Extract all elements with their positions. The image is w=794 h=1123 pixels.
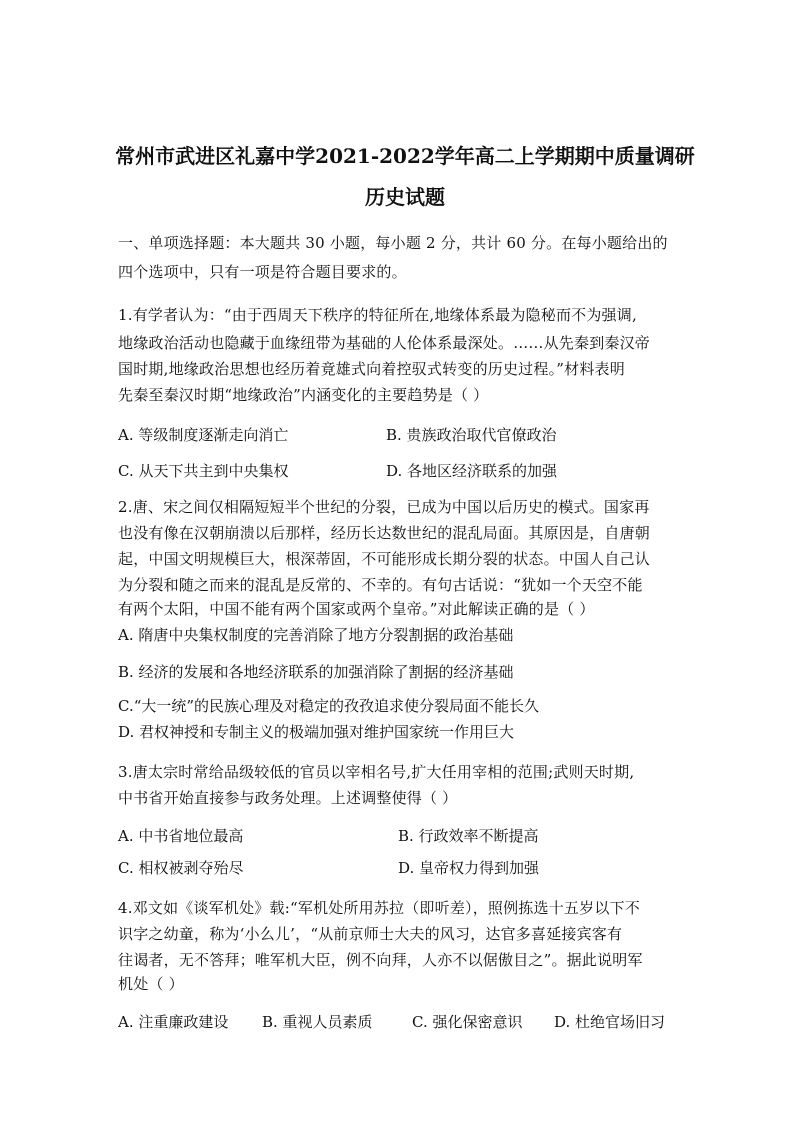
q1-option-c: C. 从天下共主到中央集权 [118,462,289,480]
q2-text-line-2: 也没有像在汉朝崩溃以后那样，经历长达数世纪的混乱局面。其原因是，自唐朝 [118,524,651,542]
q3-option-b: B. 行政效率不断提高 [398,827,539,845]
q3-text-line-2: 中书省开始直接参与政务处理。上述调整使得（ ） [118,789,458,807]
q3-option-a: A. 中书省地位最高 [118,827,244,845]
q4-text-line-2: 识字之幼童，称为‘小么儿’，“从前京师士大夫的风习，达官多喜延接宾客有 [118,925,623,943]
q1-text-line-4: 先秦至秦汉时期“地缘政治”内涵变化的主要趋势是（ ） [118,386,489,404]
section-instruction-line-1: 一、单项选择题：本大题共 30 小题，每小题 2 分，共计 60 分。在每小题给出的 [118,234,668,252]
q4-option-b: B. 重视人员素质 [262,1013,373,1031]
q2-text-line-1: 2.唐、宋之间仅相隔短短半个世纪的分裂，已成为中国以后历史的模式。国家再 [118,498,650,516]
q3-option-d: D. 皇帝权力得到加强 [398,859,540,877]
q1-text-line-1: 1.有学者认为：“由于西周天下秩序的特征所在,地缘体系最为隐秘而不为强调, [118,306,637,324]
q2-text-line-5: 有两个太阳，中国不能有两个国家或两个皇帝。”对此解读正确的是（ ） [118,600,595,618]
exam-title: 常州市武进区礼嘉中学2021-2022学年高二上学期期中质量调研 [115,144,695,168]
q4-option-a: A. 注重廉政建设 [118,1013,229,1031]
q2-option-d: D. 君权神授和专制主义的极端加强对维护国家统一作用巨大 [118,723,515,741]
q2-text-line-3: 起，中国文明规模巨大，根深蒂固，不可能形成长期分裂的状态。中国人自己认 [118,550,651,568]
q1-option-b: B. 贵族政治取代官僚政治 [386,426,557,444]
q4-option-c: C. 强化保密意识 [412,1013,523,1031]
q4-text-line-1: 4.邓文如《谈军机处》载:“军机处所用苏拉（即听差），照例拣选十五岁以下不 [118,899,640,917]
q3-text-line-1: 3.唐太宗时常给品级较低的官员以宰相名号,扩大任用宰相的范围;武则天时期, [118,763,635,781]
q2-text-line-4: 为分裂和随之而来的混乱是反常的、不幸的。有句古话说：“犹如一个天空不能 [118,576,643,594]
exam-subtitle: 历史试题 [365,185,445,209]
q2-option-a: A. 隋唐中央集权制度的完善消除了地方分裂割据的政治基础 [118,626,514,644]
q4-text-line-4: 机处（ ） [118,975,184,993]
q1-text-line-2: 地缘政治活动也隐藏于血缘纽带为基础的人伦体系最深处。……从先秦到秦汉帝 [118,334,651,352]
section-instruction-line-2: 四个选项中，只有一项是符合题目要求的。 [118,263,407,281]
q2-option-c: C.“大一统”的民族心理及对稳定的孜孜追求使分裂局面不能长久 [118,697,540,715]
q1-option-d: D. 各地区经济联系的加强 [386,462,558,480]
q1-option-a: A. 等级制度逐渐走向消亡 [118,426,289,444]
q2-option-b: B. 经济的发展和各地经济联系的加强消除了割据的经济基础 [118,663,514,681]
q3-option-c: C. 相权被剥夺殆尽 [118,859,244,877]
q4-text-line-3: 往谒者，无不答拜；唯军机大臣，例不向拜，人亦不以倨傲目之”。据此说明军 [118,951,643,969]
q4-option-d: D. 杜绝官场旧习 [554,1013,666,1031]
q1-text-line-3: 国时期,地缘政治思想也经历着竟雄式向着控驭式转变的历史过程。”材料表明 [118,360,625,378]
